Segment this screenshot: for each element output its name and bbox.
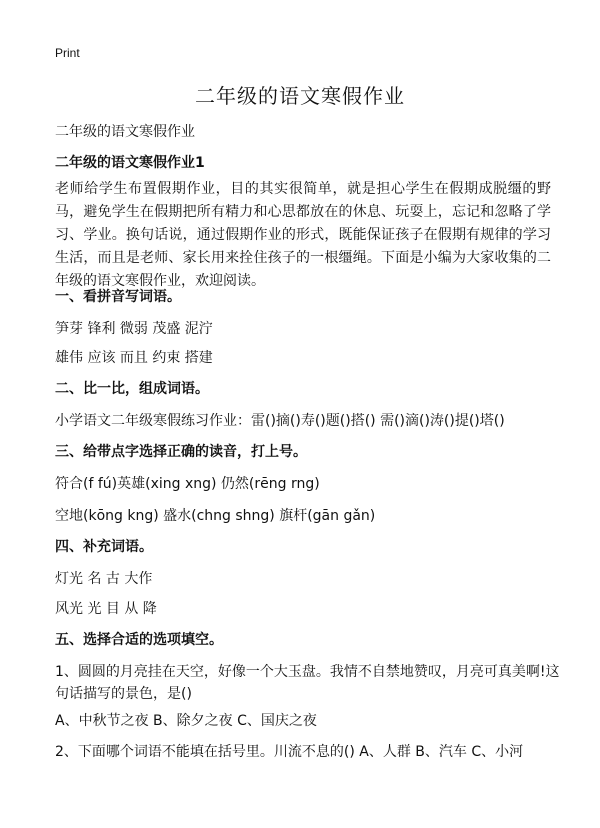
document-subtitle: 二年级的语文寒假作业 <box>55 124 195 140</box>
question-2-heading: 二、比一比，组成词语。 <box>55 381 209 397</box>
question-5-item-2-text: 2、下面哪个词语不能填在括号里。川流不息的() A、人群 B、汽车 C、小河 <box>55 744 524 760</box>
question-5-item-1-options: A、中秋节之夜 B、除夕之夜 C、国庆之夜 <box>55 713 317 729</box>
section-heading: 二年级的语文寒假作业1 <box>55 155 205 171</box>
question-4-heading: 四、补充词语。 <box>55 539 153 555</box>
question-3-line-1: 符合(f fú)英雄(xing xng) 仍然(rēng rng) <box>55 476 320 492</box>
question-5-item-1-text-cont: 句话描写的景色，是() <box>55 686 192 702</box>
question-1-heading: 一、看拼音写词语。 <box>55 289 181 305</box>
question-5-heading: 五、选择合适的选项填空。 <box>55 632 223 648</box>
question-1-line-1: 笋芽 锋利 微弱 茂盛 泥泞 <box>55 321 213 337</box>
question-4-line-2: 风光 光 目 从 降 <box>55 601 157 617</box>
question-2-line-1: 小学语文二年级寒假练习作业：雷()摘()寿()题()搭() 需()滴()涛()提()塔() <box>55 413 505 429</box>
question-1-line-2: 雄伟 应该 而且 约束 搭建 <box>55 350 213 366</box>
question-3-line-2: 空地(kōng kng) 盛水(chng shng) 旗杆(gān gǎn) <box>55 508 376 524</box>
question-5-item-1-text: 1、圆圆的月亮挂在天空，好像一个大玉盘。我情不自禁地赞叹，月亮可真美啊!这 <box>55 664 560 680</box>
print-label: Print <box>55 46 80 60</box>
question-3-heading: 三、给带点字选择正确的读音，打上号。 <box>55 444 307 460</box>
page-title: 二年级的语文寒假作业 <box>195 84 405 108</box>
question-4-line-1: 灯光 名 古 大作 <box>55 571 153 587</box>
intro-paragraph: 老师给学生布置假期作业，目的其实很简单，就是担心学生在假期成脱缰的野马，避免学生在假期把所有精力和心思都放在的休息、玩耍上，忘记和忽略了学习、学业。换句话说，通过假期作业的形式，既能保证孩子在假期有规律的学习生活，而且是老师、家长用来拴住孩子的一根缰绳。下面是小编为大家收集的二年级的语文寒假作业，欢迎阅读。 <box>55 181 551 289</box>
